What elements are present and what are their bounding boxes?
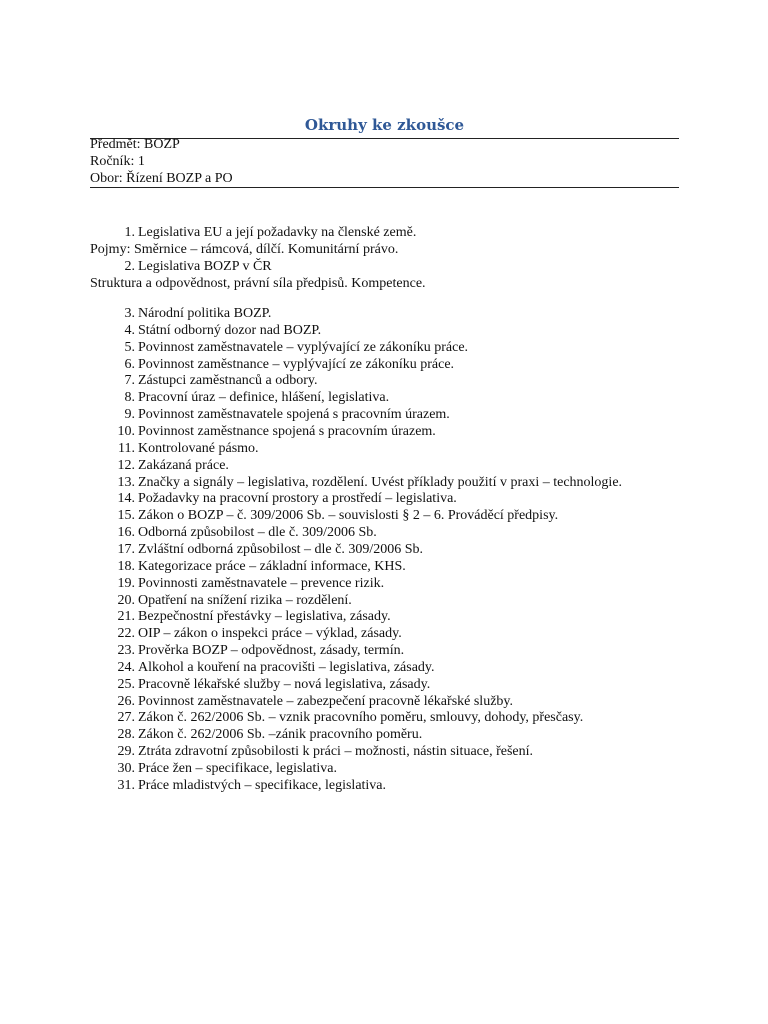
list-item: [90, 625, 402, 642]
list-item-text: Požadavky na pracovní prostory a prostředí – legislativa.: [138, 491, 457, 507]
list-item: [90, 224, 416, 241]
list-item-text: Povinnost zaměstnavatele – vyplývající ze zákoníku práce.: [138, 339, 469, 355]
list-item-number: 6.: [124, 356, 135, 372]
list-item: [90, 743, 533, 760]
list-item-number: 20.: [117, 592, 135, 608]
list-item-number: 19.: [117, 575, 135, 591]
list-item-text: Zákon č. 262/2006 Sb. –zánik pracovního poměru.: [138, 727, 423, 743]
list-item-text: Státní odborný dozor nad BOZP.: [138, 322, 322, 338]
list-item-number: 3.: [124, 306, 135, 321]
list-item-number: 11.: [118, 440, 135, 456]
list-item-text: Prověrka BOZP – odpovědnost, zásady, termín.: [138, 643, 405, 658]
list-item: [90, 507, 558, 524]
list-item-text: Odborná způsobilost – dle č. 309/2006 Sb.: [138, 525, 377, 540]
list-item: [90, 322, 321, 339]
list-item: [90, 726, 422, 743]
list-item: [90, 457, 229, 474]
list-item-text: Povinnosti zaměstnavatele – prevence rizik.: [138, 575, 385, 591]
list-item-text: Národní politika BOZP.: [138, 306, 272, 321]
list-item-number: 14.: [117, 491, 135, 507]
list-item-number: 21.: [117, 609, 135, 625]
list-item-text: Legislativa BOZP v ČR: [138, 259, 272, 274]
list-item-number: 8.: [124, 390, 135, 406]
list-item-number: 30.: [117, 761, 135, 776]
list-item-text: Zakázaná práce.: [138, 457, 229, 473]
topic-note: Pojmy: Směrnice – rámcová, dílčí. Komunitární právo.: [90, 242, 399, 257]
header-bottom-rule: [90, 187, 679, 188]
list-item-number: 4.: [124, 322, 135, 338]
meta-subject: Předmět: BOZP: [90, 137, 180, 152]
list-item-number: 2.: [124, 259, 135, 274]
list-item-number: 1.: [124, 225, 135, 240]
list-item-text: Zvláštní odborná způsobilost – dle č. 309/2006 Sb.: [138, 541, 424, 557]
list-item-number: 22.: [117, 626, 135, 642]
meta-year: Ročník: 1: [90, 154, 145, 169]
list-item-text: Kategorizace práce – základní informace, KHS.: [138, 558, 406, 574]
list-item-text: Kontrolované pásmo.: [138, 440, 259, 456]
list-item-number: 16.: [117, 525, 135, 540]
list-item-text: Povinnost zaměstnavatele – zabezpečení pracovně lékařské služby.: [138, 693, 513, 709]
list-item: [90, 406, 450, 423]
list-item-text: Ztráta zdravotní způsobilosti k práci – možnosti, nástin situace, řešení.: [138, 744, 534, 760]
list-item: [90, 676, 430, 693]
document-title: Okruhy ke zkoušce: [304, 116, 465, 134]
document-meta: [90, 136, 233, 187]
meta-field: Obor: Řízení BOZP a PO: [90, 171, 233, 186]
list-item-text: Pracovně lékařské služby – nová legislativa, zásady.: [138, 676, 431, 692]
list-item: [90, 490, 457, 507]
list-item: [90, 440, 259, 457]
list-item-text: Pracovní úraz – definice, hlášení, legislativa.: [138, 390, 390, 406]
list-item-number: 10.: [117, 424, 135, 439]
list-item: [90, 592, 352, 609]
list-item: [90, 389, 389, 406]
list-item: [90, 575, 384, 592]
list-item: [90, 356, 454, 373]
list-item-text: Alkohol a kouření na pracovišti – legislativa, zásady.: [138, 659, 435, 675]
list-item-text: Legislativa EU a její požadavky na členské země.: [138, 225, 417, 240]
list-item-text: Práce žen – specifikace, legislativa.: [138, 761, 338, 776]
list-item-number: 18.: [117, 558, 135, 574]
list-item-number: 17.: [117, 541, 135, 557]
list-item-number: 9.: [124, 407, 135, 423]
list-item: [90, 305, 271, 322]
list-item: [90, 659, 435, 676]
list-item-text: OIP – zákon o inspekci práce – výklad, zásady.: [138, 626, 402, 642]
list-item-number: 28.: [117, 727, 135, 743]
list-item: [90, 760, 337, 777]
topic-note: Struktura a odpovědnost, právní síla předpisů. Kompetence.: [90, 276, 426, 291]
list-item-number: 26.: [117, 693, 135, 709]
list-item-text: Značky a signály – legislativa, rozdělení. Uvést příklady použití v praxi – technologie.: [138, 474, 623, 490]
list-item-number: 12.: [117, 457, 135, 473]
list-item-text: Povinnost zaměstnavatele spojená s pracovním úrazem.: [138, 407, 450, 423]
list-item: [90, 372, 317, 389]
list-item-number: 5.: [124, 339, 135, 355]
list-item: [90, 258, 272, 275]
list-item-number: 27.: [117, 710, 135, 726]
list-item-text: Opatření na snížení rizika – rozdělení.: [138, 592, 352, 608]
list-item-number: 24.: [117, 659, 135, 675]
list-item: [90, 541, 423, 558]
list-item-number: 13.: [117, 474, 135, 490]
list-item: [90, 693, 513, 710]
list-item-number: 15.: [117, 508, 135, 524]
list-item: [90, 339, 468, 356]
list-item: [90, 608, 391, 625]
list-item-text: Zákon č. 262/2006 Sb. – vznik pracovního poměru, smlouvy, dohody, přesčasy.: [138, 710, 584, 726]
list-item-text: Zástupci zaměstnanců a odbory.: [138, 373, 318, 389]
list-item-number: 23.: [117, 643, 135, 658]
list-item: [90, 777, 386, 794]
list-item-number: 31.: [117, 777, 135, 793]
list-item-text: Práce mladistvých – specifikace, legislativa.: [138, 777, 387, 793]
list-item-number: 29.: [117, 744, 135, 760]
list-item: [90, 558, 406, 575]
list-item-text: Povinnost zaměstnance spojená s pracovním úrazem.: [138, 424, 436, 439]
list-item: [90, 524, 377, 541]
list-item: [90, 709, 583, 726]
list-item: [90, 423, 436, 440]
list-item-number: 25.: [117, 676, 135, 692]
list-item-text: Povinnost zaměstnance – vyplývající ze zákoníku práce.: [138, 356, 455, 372]
list-item-text: Zákon o BOZP – č. 309/2006 Sb. – souvislosti § 2 – 6. Prováděcí předpisy.: [138, 508, 559, 524]
list-item-number: 7.: [124, 373, 135, 389]
list-item: [90, 474, 622, 491]
list-item-text: Bezpečnostní přestávky – legislativa, zásady.: [138, 609, 391, 625]
list-item: [90, 642, 404, 659]
